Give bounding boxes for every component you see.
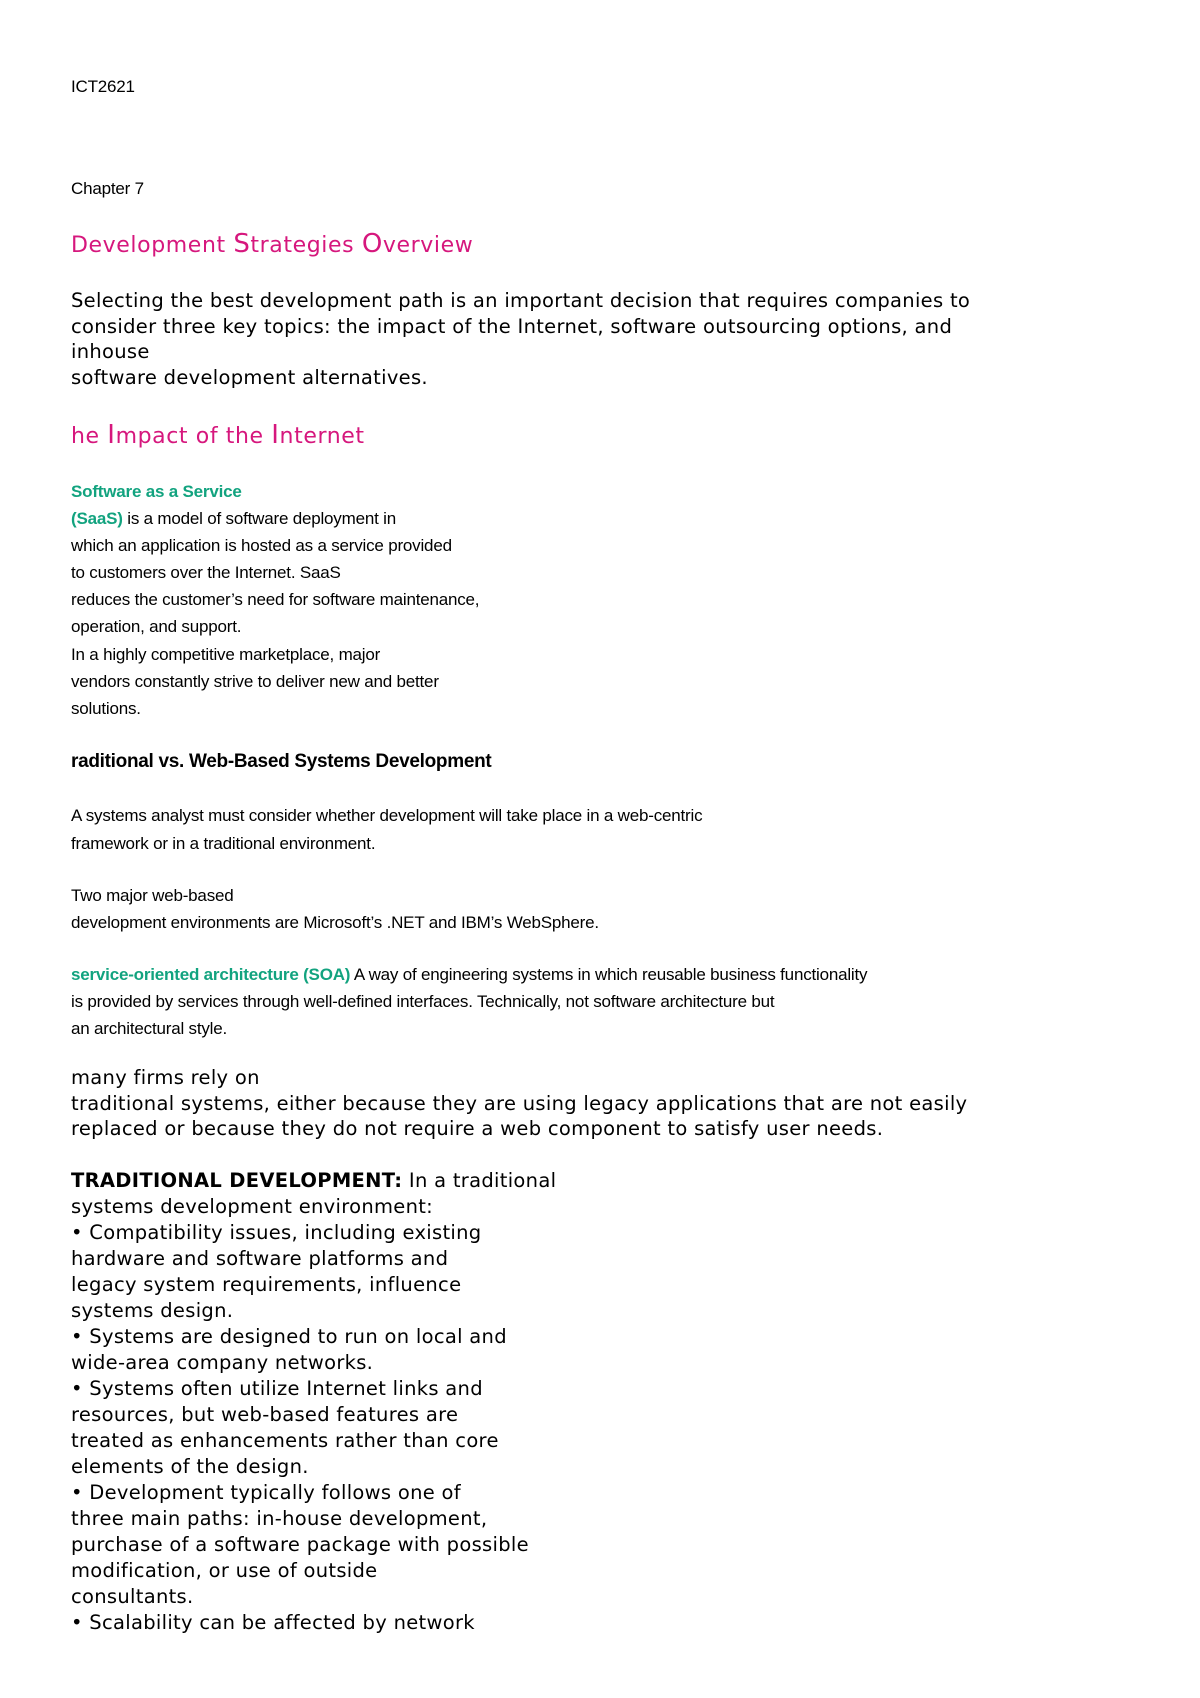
traditional-bullet: • Systems often utilize Internet links and [71, 1377, 483, 1400]
traditional-line: consultants. [71, 1585, 194, 1608]
heading-impact-of-internet: he Impact of the Internet [71, 420, 365, 450]
heading-traditional-vs-web: raditional vs. Web-Based Systems Development [71, 751, 492, 772]
analyst-line: A systems analyst must consider whether development will take place in a web-centric [71, 806, 703, 825]
analyst-line: framework or in a traditional environment. [71, 834, 376, 853]
traditional-bullet: • Development typically follows one of [71, 1481, 461, 1504]
traditional-bullet: • Systems are designed to run on local and [71, 1325, 507, 1348]
intro-line: inhouse [71, 340, 150, 363]
soa-line: an architectural style. [71, 1019, 228, 1038]
traditional-line: resources, but web-based features are [71, 1403, 459, 1426]
saas-term: (SaaS) [71, 509, 123, 528]
intro-line: Selecting the best development path is an important decision that requires companies to [71, 289, 971, 312]
two-major-line: development environments are Microsoft’s .NET and IBM’s WebSphere. [71, 913, 599, 932]
traditional-line: systems design. [71, 1299, 234, 1322]
traditional-bullet: • Compatibility issues, including existing [71, 1221, 482, 1244]
saas-line: operation, and support. [71, 617, 242, 636]
saas-line: solutions. [71, 699, 141, 718]
traditional-bullet: • Scalability can be affected by network [71, 1611, 475, 1634]
many-firms-line: many firms rely on [71, 1066, 260, 1089]
intro-line: software development alternatives. [71, 366, 428, 389]
soa-line: is provided by services through well-defined interfaces. Technically, not software architecture but [71, 992, 775, 1011]
saas-title: Software as a Service [71, 482, 242, 501]
chapter-label: Chapter 7 [71, 179, 144, 198]
traditional-line: TRADITIONAL DEVELOPMENT: In a traditional [71, 1169, 557, 1192]
traditional-line: treated as enhancements rather than core [71, 1429, 499, 1452]
heading-development-strategies: Development Strategies Overview [71, 229, 474, 259]
saas-line: to customers over the Internet. SaaS [71, 563, 341, 582]
saas-line: vendors constantly strive to deliver new and better [71, 672, 439, 691]
soa-term: service-oriented architecture (SOA) [71, 965, 351, 984]
saas-line: (SaaS) is a model of software deployment in [71, 509, 396, 528]
intro-line: consider three key topics: the impact of the Internet, software outsourcing options, and [71, 315, 953, 338]
saas-line: which an application is hosted as a service provided [71, 536, 452, 555]
traditional-line: systems development environment: [71, 1195, 434, 1218]
traditional-line: elements of the design. [71, 1455, 309, 1478]
traditional-line: purchase of a software package with possible [71, 1533, 529, 1556]
traditional-line: wide-area company networks. [71, 1351, 374, 1374]
course-code: ICT2621 [71, 77, 135, 96]
traditional-line: legacy system requirements, influence [71, 1273, 462, 1296]
traditional-line: three main paths: in-house development, [71, 1507, 488, 1530]
traditional-label: TRADITIONAL DEVELOPMENT: [71, 1169, 403, 1192]
many-firms-line: traditional systems, either because they are using legacy applications that are not easily [71, 1092, 968, 1115]
two-major-line: Two major web-based [71, 886, 234, 905]
soa-line: service-oriented architecture (SOA) A way of engineering systems in which reusable business functionality [71, 965, 868, 984]
saas-line: In a highly competitive marketplace, major [71, 645, 381, 664]
traditional-line: hardware and software platforms and [71, 1247, 449, 1270]
many-firms-line: replaced or because they do not require a web component to satisfy user needs. [71, 1117, 884, 1140]
traditional-line: modification, or use of outside [71, 1559, 378, 1582]
saas-line: reduces the customer’s need for software maintenance, [71, 590, 480, 609]
